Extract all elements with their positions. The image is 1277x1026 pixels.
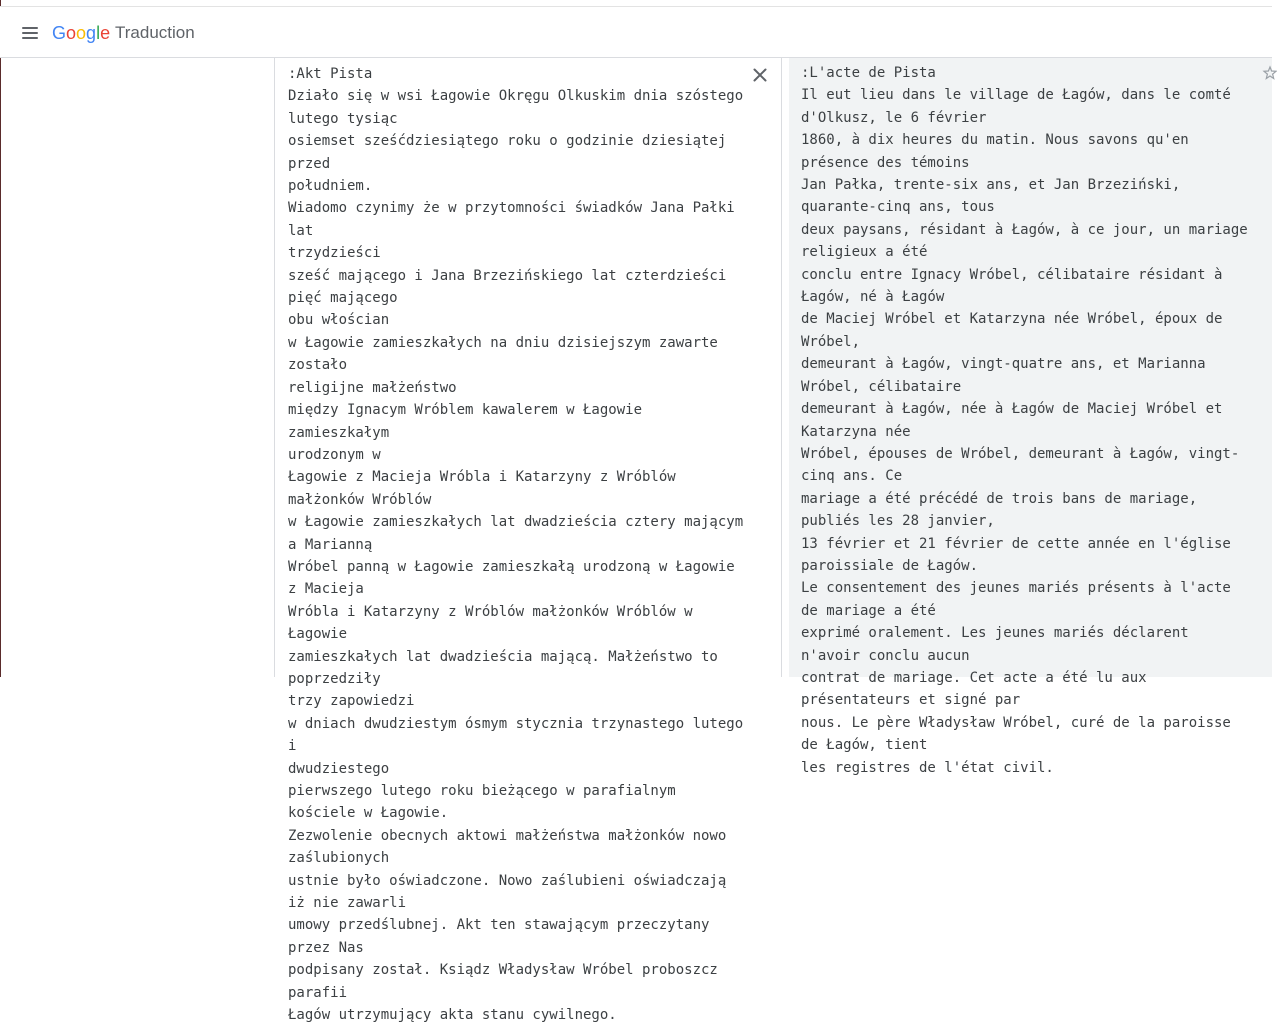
google-logo[interactable] [52, 21, 110, 45]
source-text-panel[interactable] [274, 58, 782, 1024]
top-app-bar [0, 6, 1272, 58]
logo-letter: e [100, 23, 111, 43]
window-edge [0, 0, 1, 677]
logo-letter: g [86, 23, 97, 43]
menu-bar-line [22, 37, 38, 39]
logo-letter: o [66, 23, 77, 43]
logo-letter: o [76, 23, 87, 43]
translation-output: :L'acte de Pista Il eut lieu dans le village de Łagów, dans le comté d'Olkusz, le 6 février 1860, à dix heures du matin. Nous savons qu'en présence des témoins Jan Pałka, trente-six ans, et Jan Brzeziński, quarante-cinq ans, tous deux paysans, résidant à Łagów, à ce jour, un mariage religieux a été conclu entre Ignacy Wróbel, célibataire résidant à Łagów, né à Łagów de Maciej Wróbel et Katarzyna née Wróbel, époux de Wróbel, demeurant à Łagów, vingt-quatre ans, et Marianna Wróbel, célibataire demeurant à Łagów, née à Łagów de Maciej Wróbel et Katarzyna née Wróbel, épouses de Wróbel, demeurant à Łagów, vingt-cinq ans. Ce mariage a été précédé de trois bans de mariage, publiés les 28 janvier, 13 février et 21 février de cette année en l'église paroissiale de Łagów. Le consentement des jeunes mariés présents à l'acte de mariage a été exprimé oralement. Les jeunes mariés déclarent n'avoir conclu aucun contrat de mariage. Cet acte a été lu aux présentateurs et signé par nous. Le père Władysław Wróbel, curé de la paroisse de Łagów, tient les registres de l'état civil. [801, 65, 1248, 776]
save-translation-icon [1263, 66, 1277, 80]
source-textarea[interactable]: :Akt Pista Działo się w wsi Łagowie Okręgu Olkuskim dnia szóstego lutego tysiąc osiemset sześćdziesiątego roku o godzinie dziesiątej przed południem. Wiadomo czynimy że w przytomności świadków Jana Pałki lat trzydzieści sześć mającego i Jana Brzezińskiego lat czterdzieści pięć mającego obu włościan w Łagowie zamieszkałych na dniu dzisiejszym zawarte zostało religijne małżeństwo między Ignacym Wróblem kawalerem w Łagowie zamieszkałym urodzonym w Łagowie z Macieja Wróbla i Katarzyny z Wróblów małżonków Wróblów w Łagowie zamieszkałych lat dwadzieścia cztery mającym a Marianną Wróbel panną w Łagowie zamieszkałą urodzoną w Łagowie z Macieja Wróbla i Katarzyny z Wróblów małżonków Wróblów w Łagowie zamieszkałych lat dwadzieścia mającą. Małżeństwo to poprzedziły trzy zapowiedzi w dniach dwudziestym ósmym stycznia trzynastego lutego i dwudziestego pierwszego lutego roku bieżącego w parafialnym kościele w Łagowie. Zezwolenie obecnych aktowi małżeństwa małżonków nowo zaślubionych ustnie było oświadczone. Nowo zaślubieni oświadczają iż nie zawarli umowy przedślubnej. Akt ten stawającym przeczytany przez Nas podpisany został. Ksiądz Władysław Wróbel proboszcz parafii Łagów utrzymujący akta stanu cywilnego. [288, 66, 744, 1024]
menu-bar-line [22, 27, 38, 29]
hamburger-menu-icon[interactable] [16, 20, 44, 46]
logo-letter: l [96, 23, 101, 43]
menu-bar-line [22, 32, 38, 34]
clear-source-icon [749, 64, 771, 86]
star-icon[interactable] [1263, 66, 1273, 80]
translation-panel [789, 58, 1272, 776]
product-name: Traduction [115, 23, 195, 42]
logo-letter: G [52, 23, 67, 43]
close-icon[interactable] [749, 64, 771, 86]
